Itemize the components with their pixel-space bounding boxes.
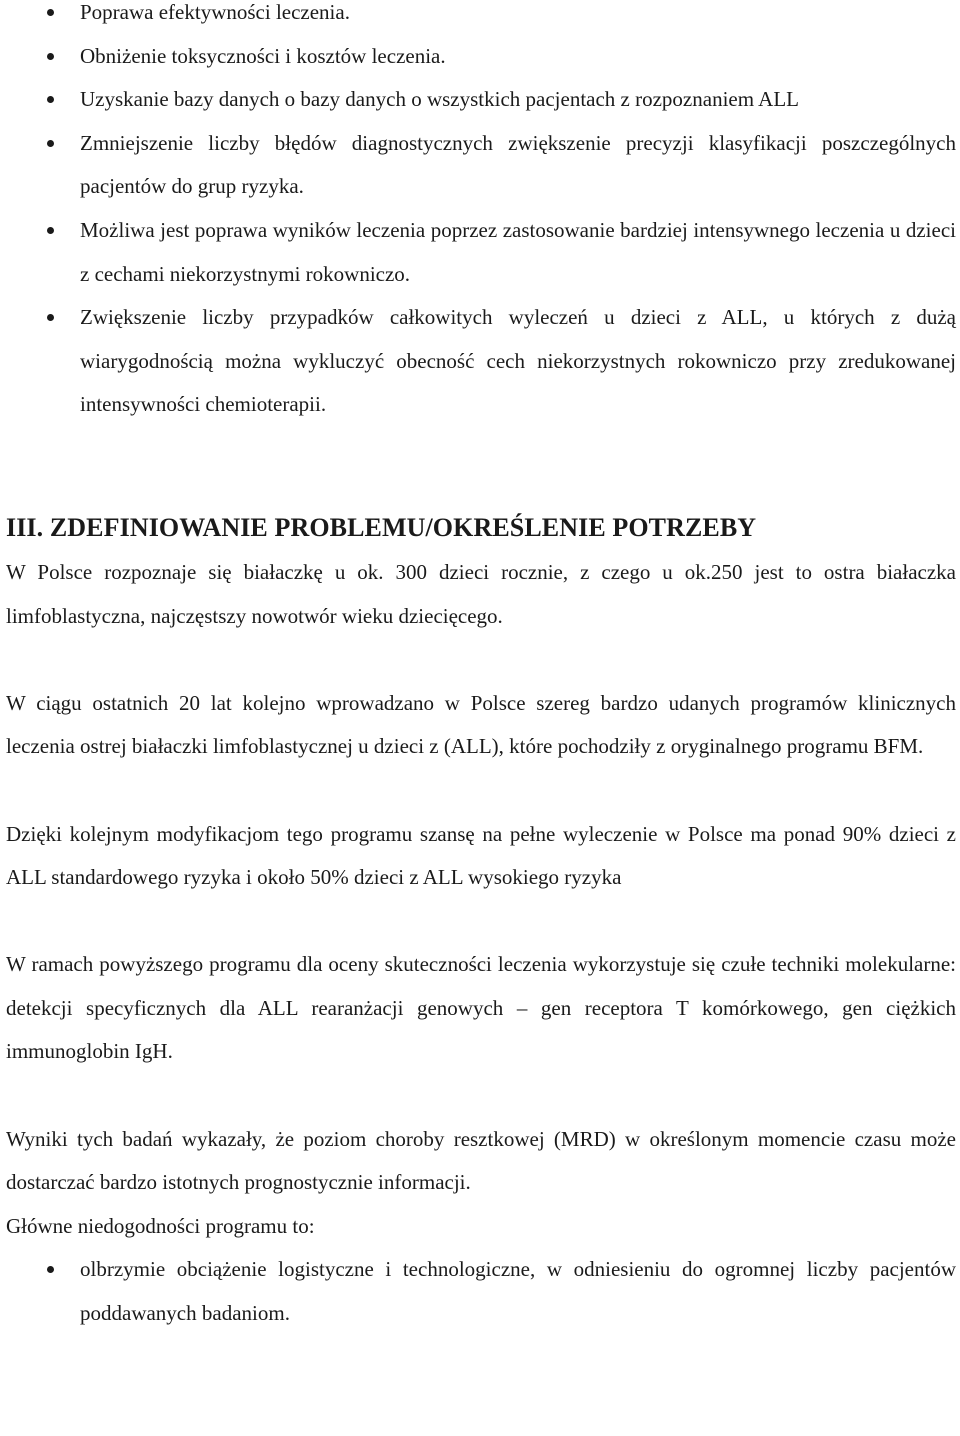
list-item: Zwiększenie liczby przypadków całkowitych wyleczeń u dzieci z ALL, u których z dużą wiarygodnością można wykluczyć obecność cech niekorzystnych rokowniczo przy zredukowanej intensywności chemioterapii. — [80, 296, 956, 427]
paragraph-spacer — [6, 1074, 956, 1118]
list-item: Uzyskanie bazy danych o bazy danych o wszystkich pacjentach z rozpoznaniem ALL — [80, 78, 956, 122]
document-page — [6, 0, 956, 1336]
paragraph-mrd: Wyniki tych badań wykazały, że poziom choroby resztkowej (MRD) w określonym momencie czasu może dostarczać bardzo istotnych prognostycznie informacji. — [6, 1126, 956, 1195]
list-item: Obniżenie toksyczności i kosztów leczenia. — [80, 35, 956, 79]
paragraph-spacer — [6, 638, 956, 682]
list-item: Możliwa jest poprawa wyników leczenia poprzez zastosowanie bardziej intensywnego leczenia u dzieci z cechami niekorzystnymi rokowniczo. — [80, 209, 956, 296]
paragraph-spacer — [6, 769, 956, 813]
list-item: Poprawa efektywności leczenia. — [80, 0, 956, 35]
section-spacer — [6, 427, 956, 505]
benefits-list — [6, 0, 956, 427]
section-heading: III. ZDEFINIOWANIE PROBLEMU/OKREŚLENIE POTRZEBY — [6, 512, 757, 542]
paragraph-molecular: W ramach powyższego programu dla oceny skuteczności leczenia wykorzystuje się czułe techniki molekularne: detekcji specyficznych dla ALL rearanżacji genowych – gen receptora T komórkowego, gen ciężkich immunoglobin IgH. — [6, 952, 956, 1064]
drawbacks-list — [6, 1248, 956, 1335]
list-item: olbrzymie obciążenie logistyczne i technologiczne, w odniesieniu do ogromnej liczby pacjentów poddawanych badaniom. — [80, 1248, 956, 1335]
paragraph-incidence: W Polsce rozpoznaje się białaczkę u ok. 300 dzieci rocznie, z czego u ok.250 jest to ostra białaczka limfoblastyczna, najczęstszy nowotwór wieku dziecięcego. — [6, 559, 956, 628]
paragraph-programs: W ciągu ostatnich 20 lat kolejno wprowadzano w Polsce szereg bardzo udanych programów klinicznych leczenia ostrej białaczki limfoblastycznej u dzieci z (ALL), które pochodziły z oryginalnego programu BFM. — [6, 690, 956, 759]
paragraph-drawbacks: Główne niedogodności programu to: — [6, 1213, 315, 1238]
list-item: Zmniejszenie liczby błędów diagnostycznych zwiększenie precyzji klasyfikacji poszczególnych pacjentów do grup ryzyka. — [80, 122, 956, 209]
paragraph-spacer — [6, 900, 956, 944]
paragraph-cure-rates: Dzięki kolejnym modyfikacjom tego programu szansę na pełne wyleczenie w Polsce ma ponad 90% dzieci z ALL standardowego ryzyka i około 50% dzieci z ALL wysokiego ryzyka — [6, 821, 956, 890]
